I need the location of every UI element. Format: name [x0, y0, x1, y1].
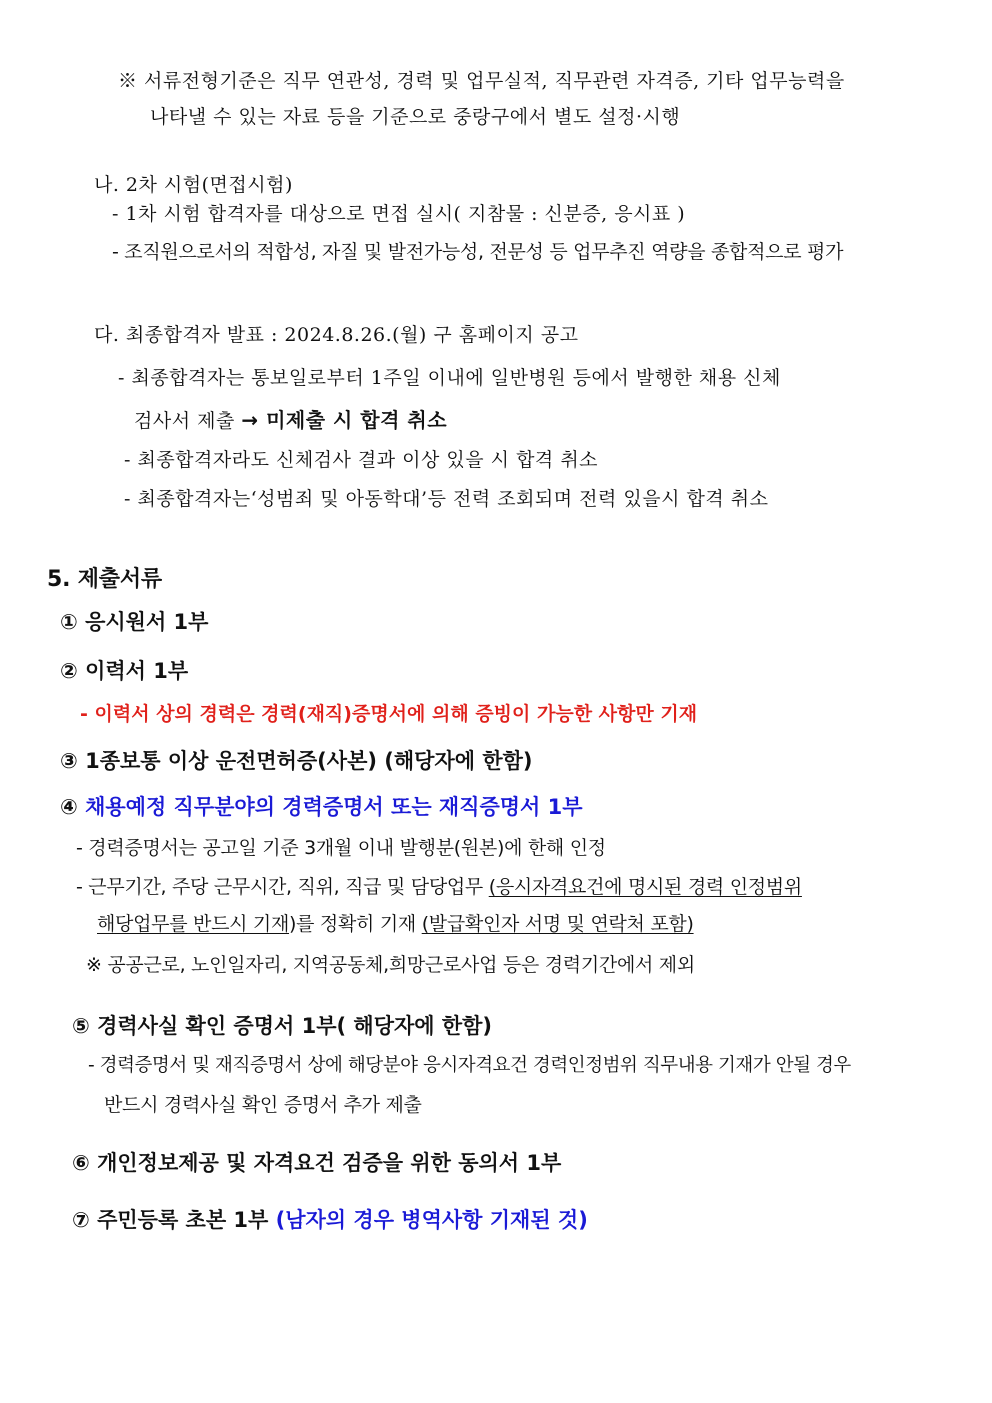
final-item-1-line2 — [134, 408, 447, 433]
final-item-1-fail-notice: → 미제출 시 합격 취소 — [241, 408, 448, 432]
document-item-4 — [60, 795, 583, 820]
document-item-4-note-2-prefix: - 근무기간, 주당 근무시간, 직위, 직급 및 담당업무 — [76, 876, 489, 898]
document-item-7 — [72, 1208, 588, 1233]
document-item-4-title: 채용예정 직무분야의 경력증명서 또는 재직증명서 1부 — [85, 795, 583, 819]
document-item-7-title: ⑦ 주민등록 초본 1부 — [72, 1208, 276, 1232]
second-exam-title: 나. 2차 시험(면접시험) — [94, 174, 293, 196]
document-item-5-note-1: - 경력증명서 및 재직증명서 상에 해당분야 응시자격요건 경력인정범위 직무내용 기재가 안될 경우 — [88, 1055, 851, 1076]
document-item-4-marker: ④ — [60, 795, 86, 819]
document-item-5: ⑤ 경력사실 확인 증명서 1부( 해당자에 한함) — [72, 1014, 493, 1038]
final-item-3: - 최종합격자는‘성범죄 및 아동학대’등 전력 조회되며 전력 있을시 합격 취소 — [124, 488, 769, 510]
document-item-4-note-1: - 경력증명서는 공고일 기준 3개월 이내 발행분(원본)에 한해 인정 — [76, 837, 606, 859]
document-item-4-exclusion-note: ※ 공공근로, 노인일자리, 지역공동체,희망근로사업 등은 경력기간에서 제외 — [86, 954, 695, 976]
document-item-3: ③ 1종보통 이상 운전면허증(사본) (해당자에 한함) — [60, 749, 533, 773]
document-item-4-note-2 — [76, 876, 802, 899]
document-item-2-note: - 이력서 상의 경력은 경력(재직)증명서에 의해 증빙이 가능한 사항만 기재 — [80, 703, 698, 725]
final-item-1-line2-prefix: 검사서 제출 — [134, 410, 242, 432]
final-item-1-line1: - 최종합격자는 통보일로부터 1주일 이내에 일반병원 등에서 발행한 채용 신체 — [118, 367, 781, 389]
second-exam-item-2: - 조직원으로서의 적합성, 자질 및 발전가능성, 전문성 등 업무추진 역량을 종합적으로 평가 — [112, 241, 844, 263]
document-item-7-note: (남자의 경우 병역사항 기재된 것) — [275, 1208, 588, 1232]
documents-heading: 5. 제출서류 — [47, 567, 162, 592]
document-item-2: ② 이력서 1부 — [60, 659, 189, 683]
second-exam-item-1: - 1차 시험 합격자를 대상으로 면접 실시( 지참물 : 신분증, 응시표 ) — [112, 203, 686, 225]
document-item-6: ⑥ 개인정보제공 및 자격요건 검증을 위한 동의서 1부 — [72, 1151, 562, 1175]
document-item-4-note-3-underlined-1: 해당업무를 반드시 기재 — [97, 913, 290, 935]
screening-note-line1: ※ 서류전형기준은 직무 연관성, 경력 및 업무실적, 직무관련 자격증, 기타 업무능력을 — [118, 70, 845, 92]
screening-note-line2: 나타낼 수 있는 자료 등을 기준으로 중랑구에서 별도 설정·시행 — [150, 106, 681, 128]
document-item-4-note-3-underlined-2: (발급확인자 서명 및 연락처 포함) — [421, 913, 694, 935]
final-item-2: - 최종합격자라도 신체검사 결과 이상 있을 시 합격 취소 — [124, 449, 599, 471]
document-item-5-note-2: 반드시 경력사실 확인 증명서 추가 제출 — [104, 1094, 422, 1116]
document-item-4-note-3 — [97, 913, 694, 936]
document-item-1: ① 응시원서 1부 — [60, 610, 209, 634]
document-item-4-note-2-underlined: (응시자격요건에 명시된 경력 인정범위 — [488, 876, 802, 898]
final-announcement-title: 다. 최종합격자 발표 : 2024.8.26.(월) 구 홈페이지 공고 — [94, 324, 579, 346]
document-item-4-note-3-middle: )를 정확히 기재 — [289, 913, 422, 935]
